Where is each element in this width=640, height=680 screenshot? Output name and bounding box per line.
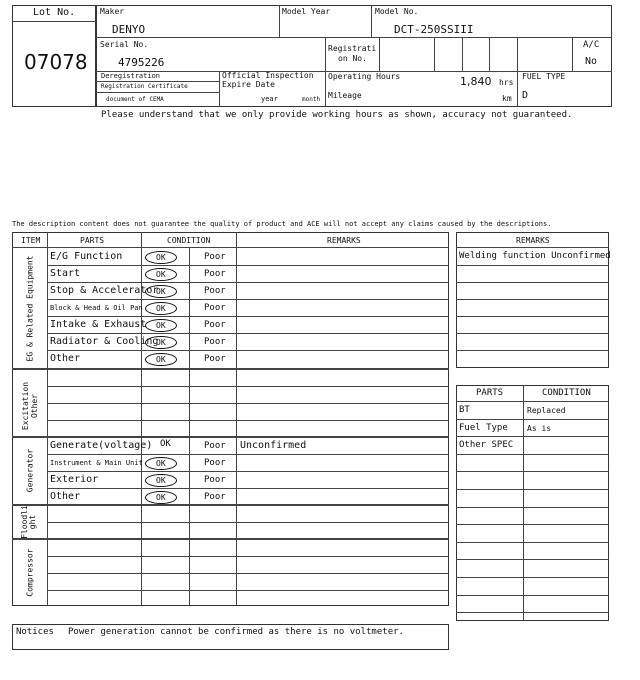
right-part-name: Fuel Type [459,422,508,433]
eg-ok-marker: OK [145,302,177,315]
section-eg-label: EG & Related Equipment [25,255,35,362]
disclaimer: The description content does not guarantee the quality of product and ACE will not accept any claims caused by the descriptions. [12,220,552,228]
item-header: ITEM [21,236,41,245]
eg-poor-option: Poor [204,303,226,313]
right-part-condition: Replaced [527,406,566,415]
mileage-unit: km [502,94,512,103]
gen-part: Instrument & Main Unit [50,459,143,467]
eg-poor-option: Poor [204,269,226,279]
eg-ok-marker: OK [145,285,177,298]
condition-header: CONDITION [167,236,211,245]
eg-ok-marker: OK [145,336,177,349]
eg-ok-marker: OK [145,353,177,366]
remarks-header: REMARKS [327,236,361,245]
gen-part: Exterior [50,474,99,485]
serial-label: Serial No. [100,40,149,49]
right-part-name: BT [459,405,470,415]
month-label: month [302,96,321,103]
notices-text: Power generation cannot be confirmed as there is no voltmeter. [68,627,404,637]
maker-label: Maker [100,7,125,16]
operating-hours-value: 1,840 [460,75,492,88]
gen-poor-option: Poor [204,492,226,502]
eg-poor-option: Poor [204,286,226,296]
eg-part: Stop & Accelerator [50,285,159,296]
gen-ok-marker: OK [145,474,177,487]
eg-part: E/G Function [50,251,123,262]
gen-poor-option: Poor [204,458,226,468]
eg-part: Radiator & Cooling [50,336,159,347]
section-floodlight-label: Floodlight [20,505,37,539]
gen-ok-marker: OK [145,457,177,470]
gen-part: Generate(voltage) [50,440,153,451]
inspection-label-1: Official Inspection [222,71,314,80]
eg-part: Block & Head & Oil Pan [50,304,143,312]
section-generator-label: Generator [25,448,35,493]
serial-value: 4795226 [118,56,165,69]
right-remarks-first: Welding function Unconfirmed [459,251,611,261]
right-part-name: Other SPEC [459,440,514,451]
lot-number: 07078 [24,50,88,74]
model-no-label: Model No. [375,7,419,16]
lot-label: Lot No. [33,7,76,18]
hours-accuracy-note: Please understand that we only provide working hours as shown, accuracy not guaranteed. [101,110,573,120]
parts-header: PARTS [80,236,105,245]
fuel-type-label: FUEL TYPE [522,72,566,81]
cema-document-label: document of CEMA [106,96,164,103]
right-parts-table [456,385,609,621]
eg-poor-option: Poor [204,320,226,330]
registration-label-1: Registrati [328,44,377,53]
gen-ok-marker: OK [160,439,171,449]
model-year-label: Model Year [282,7,331,16]
gen-part: Other [50,491,81,502]
eg-part: Intake & Exhaust [50,319,147,330]
notices-label: Notices [16,627,54,637]
deregistration-label: Deregistration [101,72,161,80]
maker-value: DENYO [112,23,146,36]
right-condition-header: CONDITION [542,388,591,398]
year-label: year [261,95,278,103]
ac-value: No [585,56,598,67]
section-compressor-label: Compressor [25,548,35,597]
eg-poor-option: Poor [204,337,226,347]
hours-unit: hrs [499,78,514,87]
eg-poor-option: Poor [204,252,226,262]
inspection-label-2: Expire Date [222,80,275,89]
section-excitation-label: Excitation Other [21,381,39,431]
registration-label-2: on No. [338,54,367,63]
eg-part: Start [50,268,81,279]
ac-label: A/C [583,40,600,50]
eg-ok-marker: OK [145,251,177,264]
gen-remark: Unconfirmed [240,440,307,451]
eg-part: Other [50,353,81,364]
registration-certificate-label: Registration Certificate [101,83,188,90]
gen-poor-option: Poor [204,441,226,451]
gen-ok-marker: OK [145,491,177,504]
eg-ok-marker: OK [145,268,177,281]
right-remarks-header: REMARKS [516,236,550,245]
right-part-condition: As is [527,423,552,433]
mileage-label: Mileage [328,91,362,100]
fuel-type-value: D [522,90,529,101]
eg-ok-marker: OK [145,319,177,332]
operating-hours-label: Operating Hours [328,72,401,81]
model-no-value: DCT-250SSIII [394,23,474,36]
eg-poor-option: Poor [204,354,226,364]
right-parts-header: PARTS [476,388,504,398]
gen-poor-option: Poor [204,475,226,485]
